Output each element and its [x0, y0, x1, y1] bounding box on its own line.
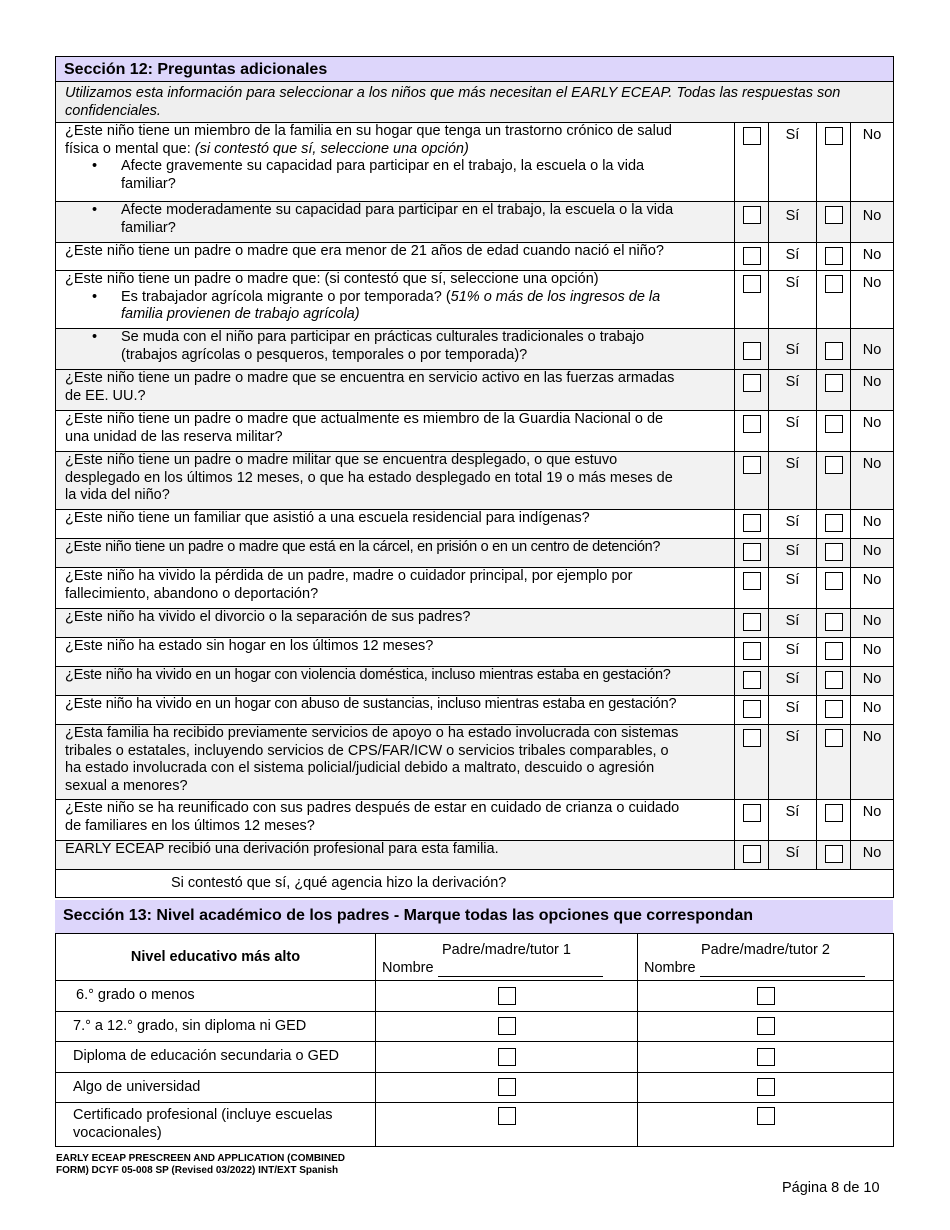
education-level-label: 6.° grado o menos — [56, 981, 376, 1012]
no-checkbox-q15[interactable] — [825, 804, 843, 822]
question-q1 — [56, 123, 735, 202]
question-q4 — [56, 370, 735, 411]
yes-checkbox-q11[interactable] — [743, 642, 761, 660]
question-q7: ¿Este niño tiene un familiar que asistió a una escuela residencial para indígenas? — [56, 510, 735, 539]
education-row — [56, 1011, 894, 1042]
parent-1-checkbox-level-5[interactable] — [498, 1107, 516, 1125]
parent-2-checkbox-level-3[interactable] — [757, 1048, 775, 1066]
education-row — [56, 981, 894, 1012]
question-q16: EARLY ECEAP recibió una derivación profesional para esta familia. — [56, 841, 735, 870]
no-label: No — [851, 568, 894, 609]
option-q3-migrant-note: 51% o más de los ingresos de la familia provienen de trabajo agrícola) — [121, 288, 661, 322]
question-q10: ¿Este niño ha vivido el divorcio o la separación de sus padres? — [56, 609, 735, 638]
question-q12: ¿Este niño ha vivido en un hogar con violencia doméstica, incluso mientras estaba en gestación? — [56, 667, 735, 696]
yes-checkbox-q15[interactable] — [743, 804, 761, 822]
parent-1-checkbox-level-4[interactable] — [498, 1078, 516, 1096]
question-q14-text: ¿Esta familia ha recibido previamente servicios de apoyo o ha estado involucrada con sistemas tribales o estatales, incluyendo servicios de CPS/FAR/ICW o servicios tribales comparables, o ha estado involucrada con el sistema policial/judicial debido a maltrato, descuido o agresión sexual a menores? — [65, 725, 679, 794]
yes-label: Sí — [769, 725, 817, 800]
question-q11: ¿Este niño ha estado sin hogar en los últimos 12 meses? — [56, 638, 735, 667]
question-q1-text: ¿Este niño tiene un miembro de la familia en su hogar que tenga un trastorno crónico de salud física o mental que: — [65, 123, 672, 157]
parent-2-name-label: Nombre — [644, 960, 696, 976]
section-12-title: Sección 12: Preguntas adicionales — [56, 57, 894, 82]
no-checkbox-q3b[interactable] — [825, 342, 843, 360]
yes-checkbox-q4[interactable] — [743, 374, 761, 392]
education-level-label: 7.° a 12.° grado, sin diploma ni GED — [56, 1011, 376, 1042]
yes-label: Sí — [769, 609, 817, 638]
question-row-q1b — [56, 202, 894, 243]
yes-checkbox-q1b[interactable] — [743, 206, 761, 224]
yes-label: Sí — [769, 271, 817, 329]
question-row-q9 — [56, 568, 894, 609]
question-q14 — [56, 725, 735, 800]
no-checkbox-q4[interactable] — [825, 374, 843, 392]
question-row-q8 — [56, 539, 894, 568]
question-q5-text: ¿Este niño tiene un padre o madre que actualmente es miembro de la Guardia Nacional o de una unidad de las reserva militar? — [65, 411, 664, 445]
parent-2-checkbox-level-1[interactable] — [757, 987, 775, 1005]
question-row-q3b — [56, 329, 894, 370]
no-label: No — [851, 329, 894, 370]
yes-checkbox-q7[interactable] — [743, 514, 761, 532]
no-checkbox-q9[interactable] — [825, 572, 843, 590]
no-checkbox-q1b[interactable] — [825, 206, 843, 224]
no-label: No — [851, 452, 894, 510]
no-label: No — [851, 609, 894, 638]
section-12-intro — [56, 82, 894, 123]
yes-label: Sí — [769, 510, 817, 539]
no-checkbox-q11[interactable] — [825, 642, 843, 660]
no-label: No — [851, 370, 894, 411]
question-row-q1 — [56, 123, 894, 202]
intro-line-2: confidenciales. — [65, 102, 161, 119]
option-q3-migrant — [65, 289, 725, 324]
yes-checkbox-q16[interactable] — [743, 845, 761, 863]
question-row-q14 — [56, 725, 894, 800]
question-row-q12 — [56, 667, 894, 696]
yes-label: Sí — [769, 202, 817, 243]
no-label: No — [851, 411, 894, 452]
question-q9 — [56, 568, 735, 609]
yes-checkbox-q14[interactable] — [743, 729, 761, 747]
education-row — [56, 1103, 894, 1147]
no-checkbox-q16[interactable] — [825, 845, 843, 863]
question-row-q10 — [56, 609, 894, 638]
question-row-q4 — [56, 370, 894, 411]
no-checkbox-q10[interactable] — [825, 613, 843, 631]
yes-checkbox-q5[interactable] — [743, 415, 761, 433]
education-level-label: Certificado profesional (incluye escuelas vocacionales) — [56, 1103, 376, 1147]
option-q3-migrant-text: Es trabajador agrícola migrante o por temporada? ( — [121, 288, 451, 305]
parent-1-name-field[interactable] — [438, 962, 603, 977]
yes-checkbox-q1a[interactable] — [743, 127, 761, 145]
no-checkbox-q7[interactable] — [825, 514, 843, 532]
education-row — [56, 1072, 894, 1103]
referral-followup-row — [56, 870, 894, 898]
parent-2-checkbox-level-5[interactable] — [757, 1107, 775, 1125]
question-row-q7 — [56, 510, 894, 539]
yes-label: Sí — [769, 539, 817, 568]
question-row-q2 — [56, 243, 894, 271]
education-table — [55, 933, 894, 1147]
no-label: No — [851, 271, 894, 329]
parent-1-header — [376, 934, 638, 981]
parent-1-checkbox-level-1[interactable] — [498, 987, 516, 1005]
yes-label: Sí — [769, 800, 817, 841]
question-q9-text: ¿Este niño ha vivido la pérdida de un padre, madre o cuidador principal, por ejemplo por fallecimiento, abandono o deportación? — [65, 568, 633, 602]
parent-2-label: Padre/madre/tutor 2 — [701, 942, 830, 958]
no-label: No — [851, 667, 894, 696]
question-row-q11 — [56, 638, 894, 667]
question-q5 — [56, 411, 735, 452]
education-row — [56, 1042, 894, 1073]
yes-checkbox-q8[interactable] — [743, 543, 761, 561]
section-13 — [55, 933, 894, 1147]
no-label: No — [851, 638, 894, 667]
question-q8: ¿Este niño tiene un padre o madre que está en la cárcel, en prisión o en un centro de detención? — [56, 539, 735, 568]
question-q13: ¿Este niño ha vivido en un hogar con abuso de sustancias, incluso mientras estaba en gestación? — [56, 696, 735, 725]
yes-label: Sí — [769, 452, 817, 510]
no-checkbox-q1a[interactable] — [825, 127, 843, 145]
question-row-q16 — [56, 841, 894, 870]
parent-2-name-field[interactable] — [700, 962, 865, 977]
question-row-q5 — [56, 411, 894, 452]
question-row-q6 — [56, 452, 894, 510]
yes-checkbox-q10[interactable] — [743, 613, 761, 631]
yes-checkbox-q6[interactable] — [743, 456, 761, 474]
yes-checkbox-q2[interactable] — [743, 247, 761, 265]
no-checkbox-q14[interactable] — [825, 729, 843, 747]
no-label: No — [851, 539, 894, 568]
yes-label: Sí — [769, 329, 817, 370]
parent-1-checkbox-level-2[interactable] — [498, 1017, 516, 1035]
yes-label: Sí — [769, 243, 817, 271]
yes-label: Sí — [769, 638, 817, 667]
parent-1-label: Padre/madre/tutor 1 — [442, 942, 571, 958]
option-q3-traditional-text: • Se muda con el niño para participar en prácticas culturales tradicionales o trabajo (trabajos agrícolas o pesqueros, temporales o por temporada)? — [65, 329, 725, 364]
education-level-label: Diploma de educación secundaria o GED — [56, 1042, 376, 1073]
yes-checkbox-q12[interactable] — [743, 671, 761, 689]
parent-2-header — [638, 934, 894, 981]
option-q1-moderate — [56, 202, 735, 243]
question-q15-text: ¿Este niño se ha reunificado con sus padres después de estar en cuidado de crianza o cuidado de familiares en los últimos 12 meses? — [65, 800, 680, 834]
yes-label: Sí — [769, 696, 817, 725]
parent-1-checkbox-level-3[interactable] — [498, 1048, 516, 1066]
option-q1-moderate-text: • Afecte moderadamente su capacidad para participar en el trabajo, la escuela o la vida familiar? — [65, 202, 725, 237]
education-level-label: Algo de universidad — [56, 1072, 376, 1103]
no-label: No — [851, 725, 894, 800]
question-q3 — [56, 271, 735, 329]
form-identifier: EARLY ECEAP PRESCREEN AND APPLICATION (COMBINED FORM) DCYF 05-008 SP (Revised 03/2022) INT/EXT Spanish — [56, 1153, 345, 1176]
no-checkbox-q12[interactable] — [825, 671, 843, 689]
yes-label: Sí — [769, 568, 817, 609]
intro-line-1: Utilizamos esta información para seleccionar a los niños que más necesitan el EARLY ECEAP. Todas las respuestas son — [65, 85, 841, 101]
yes-checkbox-q3a[interactable] — [743, 275, 761, 293]
question-q1-note: (si contestó que sí, seleccione una opción) — [194, 140, 469, 157]
no-label: No — [851, 123, 894, 202]
question-q3-text: ¿Este niño tiene un padre o madre que: (si contestó que sí, seleccione una opción) — [65, 271, 599, 287]
yes-label: Sí — [769, 411, 817, 452]
referral-followup[interactable]: Si contestó que sí, ¿qué agencia hizo la derivación? — [56, 870, 894, 898]
no-label: No — [851, 800, 894, 841]
yes-label: Sí — [769, 370, 817, 411]
question-row-q15 — [56, 800, 894, 841]
no-checkbox-q3a[interactable] — [825, 275, 843, 293]
no-label: No — [851, 243, 894, 271]
option-q1-severe: • Afecte gravemente su capacidad para participar en el trabajo, la escuela o la vida familiar? — [65, 158, 725, 193]
yes-label: Sí — [769, 123, 817, 202]
question-q15 — [56, 800, 735, 841]
yes-checkbox-q13[interactable] — [743, 700, 761, 718]
no-checkbox-q2[interactable] — [825, 247, 843, 265]
yes-label: Sí — [769, 667, 817, 696]
parent-2-checkbox-level-2[interactable] — [757, 1017, 775, 1035]
question-row-q3 — [56, 271, 894, 329]
section-13-title: Sección 13: Nivel académico de los padres - Marque todas las opciones que correspondan — [55, 900, 893, 933]
question-q6 — [56, 452, 735, 510]
no-checkbox-q13[interactable] — [825, 700, 843, 718]
no-label: No — [851, 841, 894, 870]
no-label: No — [851, 510, 894, 539]
question-q6-text: ¿Este niño tiene un padre o madre militar que se encuentra desplegado, o que estuvo desplegado en los últimos 12 meses, o que ha estado desplegado en total 19 o más meses de la vida del niño? — [65, 452, 673, 503]
parent-2-checkbox-level-4[interactable] — [757, 1078, 775, 1096]
question-row-q13 — [56, 696, 894, 725]
question-q2: ¿Este niño tiene un padre o madre que era menor de 21 años de edad cuando nació el niño? — [56, 243, 735, 271]
question-q4-text: ¿Este niño tiene un padre o madre que se encuentra en servicio activo en las fuerzas armadas de EE. UU.? — [65, 370, 675, 404]
no-checkbox-q8[interactable] — [825, 543, 843, 561]
no-label: No — [851, 696, 894, 725]
no-checkbox-q6[interactable] — [825, 456, 843, 474]
no-label: No — [851, 202, 894, 243]
option-q3-traditional — [56, 329, 735, 370]
education-column-header: Nivel educativo más alto — [56, 934, 376, 981]
section-12 — [55, 56, 893, 898]
no-checkbox-q5[interactable] — [825, 415, 843, 433]
yes-label: Sí — [769, 841, 817, 870]
page-number: Página 8 de 10 — [782, 1180, 880, 1196]
yes-checkbox-q9[interactable] — [743, 572, 761, 590]
yes-checkbox-q3b[interactable] — [743, 342, 761, 360]
parent-1-name-label: Nombre — [382, 960, 434, 976]
section-12-table — [55, 56, 894, 898]
